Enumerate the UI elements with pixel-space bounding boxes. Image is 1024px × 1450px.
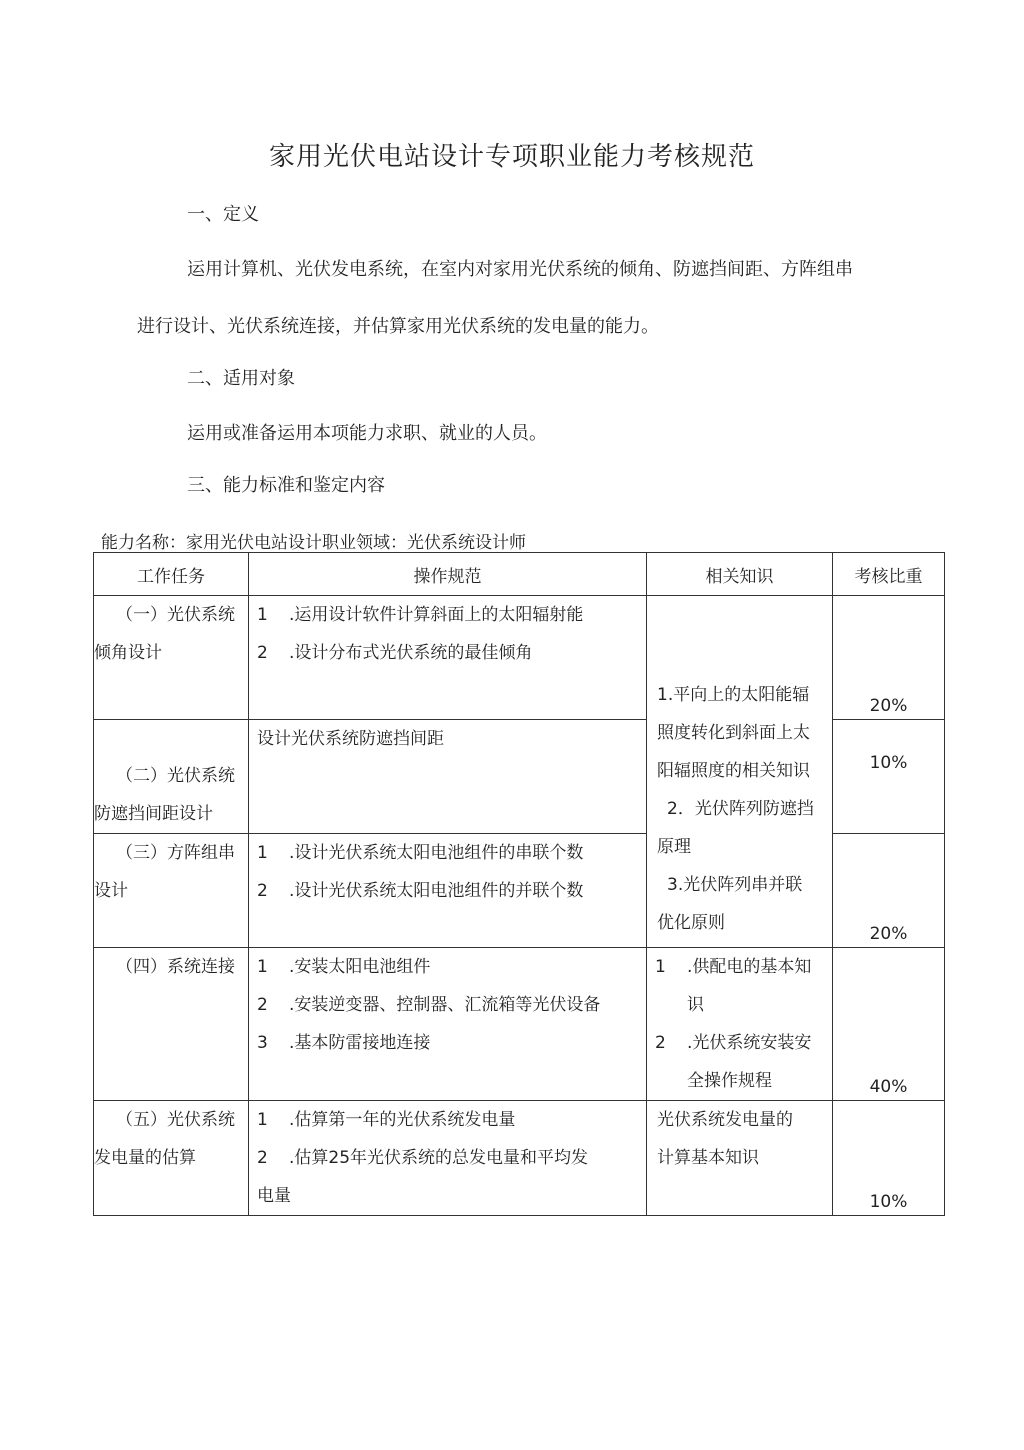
operation-item: .设计分布式光伏系统的最佳倾角 <box>289 643 533 663</box>
operations-cell <box>249 596 647 720</box>
task-label-line: 发电量的估算 <box>94 1148 196 1168</box>
header-task: 工作任务 <box>94 553 249 596</box>
knowledge-line: 照度转化到斜面上太 <box>657 723 810 743</box>
operation-item: .运用设计软件计算斜面上的太阳辐射能 <box>289 605 584 625</box>
operation-item: .设计光伏系统太阳电池组件的串联个数 <box>289 843 584 863</box>
operation-item: 电量 <box>257 1186 291 1206</box>
task-label-line: 防遮挡间距设计 <box>94 804 213 824</box>
item-number: 1 <box>257 605 268 625</box>
weight-cell <box>833 720 945 834</box>
knowledge-cell <box>647 948 833 1101</box>
task-cell <box>94 596 249 720</box>
knowledge-line: 识 <box>687 995 704 1015</box>
task-label-line: （四）系统连接 <box>116 957 235 977</box>
definition-line-2: 进行设计、光伏系统连接，并估算家用光伏系统的发电量的能力。 <box>137 316 659 337</box>
operation-item: .设计光伏系统太阳电池组件的并联个数 <box>289 881 584 901</box>
knowledge-line: 2．光伏阵列防遮挡 <box>667 799 814 819</box>
knowledge-line: 全操作规程 <box>687 1071 772 1091</box>
task-label-line: （五）光伏系统 <box>116 1110 235 1130</box>
item-number: 3 <box>257 1033 268 1053</box>
operation-item: .安装太阳电池组件 <box>289 957 431 977</box>
table-row <box>94 1101 945 1216</box>
item-number: 1 <box>257 957 268 977</box>
definition-line-1: 运用计算机、光伏发电系统，在室内对家用光伏系统的倾角、防遮挡间距、方阵组串 <box>187 259 853 280</box>
knowledge-line: 优化原则 <box>657 913 725 933</box>
table-caption: 能力名称：家用光伏电站设计职业领域：光伏系统设计师 <box>101 533 526 553</box>
knowledge-line: 1.平向上的太阳能辐 <box>657 685 810 705</box>
assessment-table <box>93 552 945 1216</box>
item-number: 1 <box>655 957 666 977</box>
knowledge-line: 阳辐照度的相关知识 <box>657 761 810 781</box>
item-number: 2 <box>655 1033 666 1053</box>
header-knowledge: 相关知识 <box>647 553 833 596</box>
weight-cell <box>833 948 945 1101</box>
knowledge-line: .供配电的基本知 <box>687 957 812 977</box>
knowledge-line: 原理 <box>657 837 691 857</box>
header-operations: 操作规范 <box>249 553 647 596</box>
task-cell <box>94 834 249 948</box>
weight-cell <box>833 596 945 720</box>
section-2-heading: 二、适用对象 <box>187 368 295 389</box>
knowledge-line: 计算基本知识 <box>657 1148 759 1168</box>
knowledge-cell <box>647 1101 833 1216</box>
item-number: 1 <box>257 843 268 863</box>
task-cell <box>94 720 249 834</box>
operations-cell <box>249 720 647 834</box>
weight-cell <box>833 834 945 948</box>
operations-cell <box>249 948 647 1101</box>
table-row <box>94 596 945 720</box>
task-label-line: （一）光伏系统 <box>116 605 235 625</box>
document-title: 家用光伏电站设计专项职业能力考核规范 <box>268 142 755 172</box>
operation-item: .基本防雷接地连接 <box>289 1033 431 1053</box>
weight-cell <box>833 1101 945 1216</box>
weight-value: 10% <box>869 752 908 773</box>
operation-item: .估算第一年的光伏系统发电量 <box>289 1110 516 1130</box>
item-number: 2 <box>257 995 268 1015</box>
operation-item: .安装逆变器、控制器、汇流箱等光伏设备 <box>289 995 601 1015</box>
task-cell <box>94 948 249 1101</box>
operation-item: .估算25年光伏系统的总发电量和平均发 <box>289 1148 589 1168</box>
target-audience-text: 运用或准备运用本项能力求职、就业的人员。 <box>187 423 547 444</box>
item-number: 2 <box>257 881 268 901</box>
operations-cell <box>249 1101 647 1216</box>
weight-value: 20% <box>869 696 908 716</box>
knowledge-line: .光伏系统安装安 <box>687 1033 812 1053</box>
weight-value: 40% <box>869 1077 908 1097</box>
task-label-line: （二）光伏系统 <box>116 766 235 786</box>
operation-item: 设计光伏系统防遮挡间距 <box>257 729 444 749</box>
header-weight: 考核比重 <box>833 553 945 596</box>
knowledge-line: 3.光伏阵列串并联 <box>667 875 803 895</box>
task-cell <box>94 1101 249 1216</box>
table-row <box>94 948 945 1101</box>
table-header-row <box>94 553 945 596</box>
shared-knowledge-cell <box>647 596 833 948</box>
item-number: 2 <box>257 643 268 663</box>
weight-value: 20% <box>869 924 908 944</box>
section-1-heading: 一、定义 <box>187 204 259 225</box>
task-label-line: 倾角设计 <box>94 643 162 663</box>
weight-value: 10% <box>869 1192 908 1212</box>
task-label-line: 设计 <box>94 881 128 901</box>
knowledge-line: 光伏系统发电量的 <box>657 1110 793 1130</box>
item-number: 2 <box>257 1148 268 1168</box>
task-label-line: （三）方阵组串 <box>116 843 235 863</box>
item-number: 1 <box>257 1110 268 1130</box>
operations-cell <box>249 834 647 948</box>
section-3-heading: 三、能力标准和鉴定内容 <box>187 475 385 496</box>
